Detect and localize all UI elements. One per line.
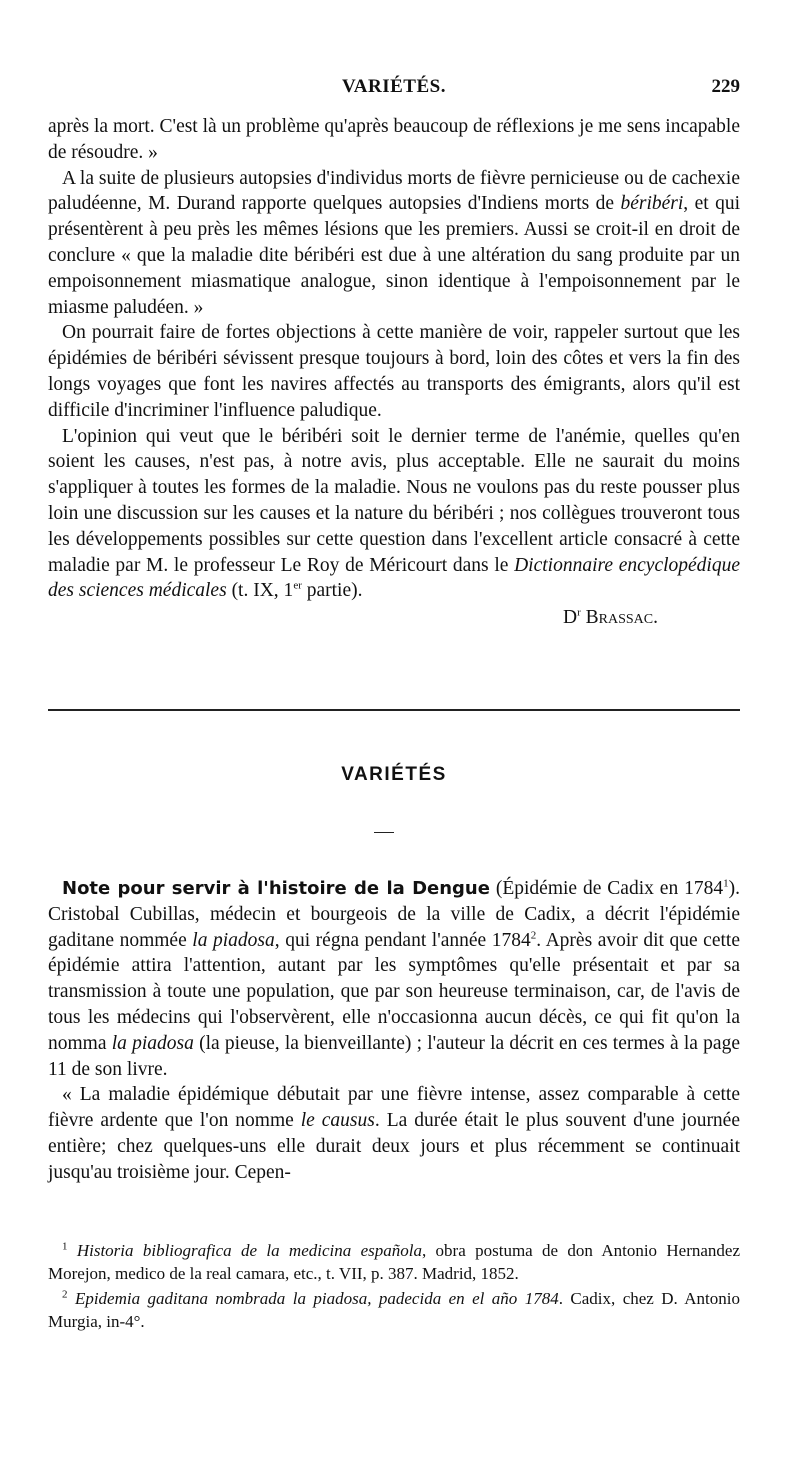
paragraph xyxy=(48,166,740,321)
superscript: er xyxy=(293,579,302,592)
footnote-number: 2 xyxy=(62,1288,68,1301)
paragraph xyxy=(48,320,740,423)
section-title: VARIÉTÉS xyxy=(341,764,447,785)
footnote xyxy=(48,1288,740,1333)
paragraph-text: A la suite de plusieurs autopsies d'individus morts de fièvre pernicieuse ou de cachexie paludéenne, M. Durand rapporte quelques autopsies d'Indiens morts de xyxy=(48,167,740,215)
paragraph xyxy=(48,114,740,166)
paragraph-text: après la mort. C'est là un problème qu'après beaucoup de réflexions je me sens incapable de résoudre. » xyxy=(48,116,740,163)
section-divider xyxy=(48,709,740,711)
paragraph-text: (Épidémie de Cadix en 1784 xyxy=(489,878,724,899)
article-dengue-note xyxy=(48,876,740,1186)
paragraph-text: (la pieuse, la bienveillante) ; l'auteur la décrit en ces termes à la page 11 de son livre. xyxy=(48,1032,740,1080)
italic-term: la piadosa xyxy=(192,929,275,951)
footnote-title: Epidemia gaditana nombrada la piadosa, padecida en el año 1784 xyxy=(74,1289,559,1308)
title-dash xyxy=(374,832,394,833)
footnote-ref[interactable]: 2 xyxy=(530,929,537,942)
footnote-text: . Cadix, chez D. Antonio Murgia, in-4°. xyxy=(48,1289,741,1331)
italic-term: la piadosa xyxy=(111,1032,194,1054)
italic-term: le causus xyxy=(300,1110,375,1132)
paragraph-text: , et qui présentèrent à peu près les mêmes lésions que les premiers. Aussi se croit-il en droit de conclure « que la maladie dite béribéri est due à une altération du sang produite par un empoisonnement miasmatique analogue, sinon identique à l'empoisonnement par le miasme paludéen. » xyxy=(48,193,740,318)
footnote-title: Historia bibliografica de la medicina española xyxy=(76,1241,422,1260)
paragraph xyxy=(48,876,740,1082)
paragraph-text: On pourrait faire de fortes objections à cette manière de voir, rappeler surtout que les épidémies de béribéri sévissent presque toujours à bord, loin des côtes et vers la fin des longs voyages que font les navires affectés au transports des émigrants, alors qu'il est difficile d'incriminer l'influence paludique. xyxy=(48,322,740,421)
signature-prefix: D xyxy=(563,607,578,629)
signature-superscript: r xyxy=(577,606,581,619)
paragraph xyxy=(48,1082,740,1185)
note-heading: Note pour servir à l'histoire de la Dengue xyxy=(62,878,490,899)
running-header xyxy=(48,76,740,102)
paragraph-text: . Après avoir dit que cette épidémie attira l'attention, autant par les symptômes qu'elle présentait et par sa transmission à toute une population, que par son heureuse terminaison, car, de l'avis de tous les médecins qui l'observèrent, elle n'occasionna aucun décès, ce qui fit qu'on la nomma xyxy=(48,929,740,1054)
footnote-ref[interactable]: 1 xyxy=(723,877,729,890)
footnote-text: , obra postuma de don Antonio Hernandez Morejon, medico de la real camara, etc., t. VII, p. 387. Madrid, 1852. xyxy=(48,1241,741,1283)
paragraph-text: « La maladie épidémique débutait par une fièvre intense, assez comparable à cette fièvre ardente que l'on nomme xyxy=(48,1084,740,1132)
paragraph xyxy=(48,424,740,605)
paragraph-text: L'opinion qui veut que le béribéri soit le dernier terme de l'anémie, quelles qu'en soient les causes, n'est pas, à notre avis, plus acceptable. Elle ne saurait du moins s'appliquer à toutes les formes de la maladie. Nous ne voulons pas du reste pousser plus loin une discussion sur les causes et la nature du béribéri ; nos collègues trouveront tous les développements possibles sur cette question dans l'excellent article consacré à cette maladie par M. le professeur Le Roy de Méricourt dans le xyxy=(48,425,740,576)
running-title: VARIÉTÉS. xyxy=(342,76,446,97)
signature-name: Brassac. xyxy=(585,607,658,629)
footnote xyxy=(48,1240,740,1285)
author-signature xyxy=(48,604,740,632)
paragraph-text: ). Cristobal Cubillas, médecin et bourgeois de la ville de Cadix, a décrit l'épidémie gaditane nommée xyxy=(48,878,740,951)
footnotes xyxy=(48,1240,740,1336)
article-beriberi-conclusion xyxy=(48,114,740,632)
italic-title: Dictionnaire encyclopédique des sciences médicales xyxy=(48,554,740,602)
paragraph-text: . La durée était le plus souvent d'une journée entière; chez quelques-uns elle durait deux jours et plus récemment se continuait jusqu'au troisième jour. Cepen- xyxy=(48,1110,740,1183)
paragraph-text: , qui régna pendant l'année 1784 xyxy=(274,929,531,951)
paragraph-text: partie). xyxy=(301,580,363,602)
footnote-number: 1 xyxy=(62,1240,68,1253)
paragraph-text: (t. IX, 1 xyxy=(226,580,294,602)
page-number: 229 xyxy=(711,76,740,97)
italic-term: béribéri xyxy=(620,193,684,215)
